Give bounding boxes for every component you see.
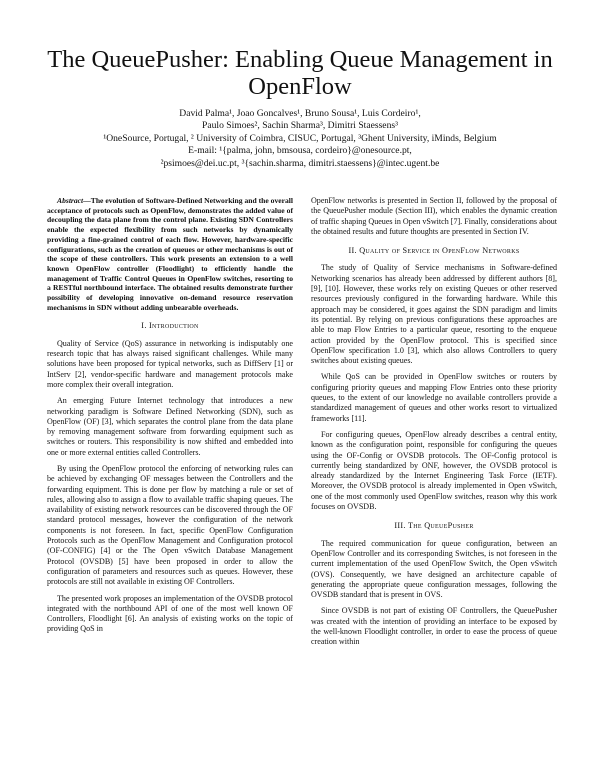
author-block [40,108,560,170]
left-column [47,196,293,641]
author-line: David Palma¹, Joao Goncalves¹, Bruno Sousa¹, Luis Cordeiro¹, [179,108,421,119]
right-column [311,196,557,654]
abstract [47,196,293,312]
body-paragraph: The presented work proposes an implementation of the OVSDB protocol integrated with the northbound API of one of the most well known OF Controllers, Floodlight [6]. An analysis of existing works on the topic of providing QoS in [47,593,293,634]
body-paragraph: Since OVSDB is not part of existing OF Controllers, the QueuePusher was created with the intention of providing an interface to be exposed by the well-known Floodlight controller, in order to ease the process of queue creation within [311,606,557,647]
body-paragraph: Quality of Service (QoS) assurance in networking is indisputably one research topic that has always raised significant challenges. While many solutions have been proposed for typical networks, such as DiffServ [1] or IntServ [2], vendor-specific hardware and management protocols make more complex their overall integration. [47,338,293,389]
paper-title: The QueuePusher: Enabling Queue Management in OpenFlow [47,46,553,100]
body-paragraph: By using the OpenFlow protocol the enforcing of networking rules can be achieved by exchanging OF messages between the Controllers and the forwarding equipment. This is done per flow by matching a rule or set of rules, allowing also to assign a flow to available traffic shaping queues. The availability of existing network resources can be discovered through the OF standard protocol messages, however the configuration of the network components is not foreseen. In fact, specific OpenFlow Configuration Protocols such as the OpenFlow Management and Configuration protocol (OF-CONFIG) [4] or the The Open vSwitch Database Management Protocol (OVSDB) [5] have been proposed in order to allow the configuration of parameters and resources such as queues. However, these protocols are still not available in existing OF Controllers. [47,464,293,587]
body-paragraph: The study of Quality of Service mechanisms in Software-defined Networking scenarios has already been addressed by different authors [8], [9], [10]. However, these works rely on existing Queues or other reserved resources previously configured in the forwarding hardware. While this approach may be considered, it goes against the SDN paradigm and limits its potential. By relying on previous configurations these approaches are able to map Flow Entries to a particular queue, resorting to the enqueue action provided by the OpenFlow protocol. This is specified since OpenFlow specification 1.0 [3], which also allows Controllers to query switches about existing queues. [311,263,557,366]
email-line: ²psimoes@dei.uc.pt, ³{sachin.sharma, dimitri.staessens}@intec.ugent.be [160,157,440,169]
abstract-text: —The evolution of Software-Defined Networking and the overall acceptance of protocols such as OpenFlow, demonstrates the added value of decoupling the data plane from the control plane. Existing SDN Controllers enable the expected flexibility from such networks by dynamically providing a fine-grained control of each flow. However, hardware-specific configurations, such as the creation of queues or other mechanisms is out of the scope of these controllers. This work presents an extension to a well known OpenFlow controller (Floodlight) to efficiently handle the management of Traffic Control Queues in OpenFlow switches, resorting to a RESTful northbound interface. The obtained results demonstrate further possibility of developing innovative on-demand resource reservation mechanisms in SDN without adding unbearable overheads. [47,196,293,312]
body-paragraph: An emerging Future Internet technology that introduces a new networking paradigm is Software Defined Networking (SDN), such as OpenFlow (OF) [3], which separates the control plane from the data plane by removing management software from forwarding equipment such as switches or routers. This responsibility is now shifted and embedded into one or more external entities called Controllers. [47,396,293,457]
section-heading-introduction: I. Introduction [141,321,199,331]
email-line: E-mail: ¹{palma, john, bmsousa, cordeiro}@onesource.pt, [188,145,412,157]
section-heading-queuepusher: III. The QueuePusher [394,521,474,531]
affiliation-line: ¹OneSource, Portugal, ² University of Coimbra, CISUC, Portugal, ³Ghent University, iMinds, Belgium [103,132,497,144]
abstract-label: Abstract [57,196,84,205]
body-paragraph: The required communication for queue configuration, between an OpenFlow Controller and its corresponding Switches, is not foreseen in the current implementation of the used OpenFlow Switch, the Open vSwitch (OVS). Consequently, we have designed an architecture capable of generating the appropriate queue configuration messages, following the OVSDB standard that is present in OVS. [311,538,557,600]
body-paragraph: For configuring queues, OpenFlow already describes a central entity, known as the configuration point, responsible for configuring the queues using the OF-Config or OVSDB protocols. The OF-Config protocol is currently being standardized by ONF, however, the OVSDB protocol is already standardized by the Internet Engineering Task Force (IETF). Moreover, the OVSDB protocol is already implemented in Open vSwitch, one of the most commonly used OpenFlow switches, reason why this work focuses on OVSDB. [311,429,557,512]
body-paragraph: While QoS can be provided in OpenFlow switches or routers by configuring priority queues and mapping Flow Entries onto these priority queues, to the extent of our knowledge no available controllers provide a standardized management of queues and other works resort to virtualized frameworks [11]. [311,372,557,423]
body-paragraph: OpenFlow networks is presented in Section II, followed by the proposal of the QueuePusher module (Section III), which enables the dynamic creation of traffic shaping Queues in Open vSwitch [7]. Finally, considerations about the obtained results and future thoughts are presented in Section IV. [311,196,557,236]
author-line: Paulo Simoes², Sachin Sharma³, Dimitri Staessens³ [202,120,398,132]
section-heading-qos: II. Quality of Service in OpenFlow Networks [348,246,520,256]
